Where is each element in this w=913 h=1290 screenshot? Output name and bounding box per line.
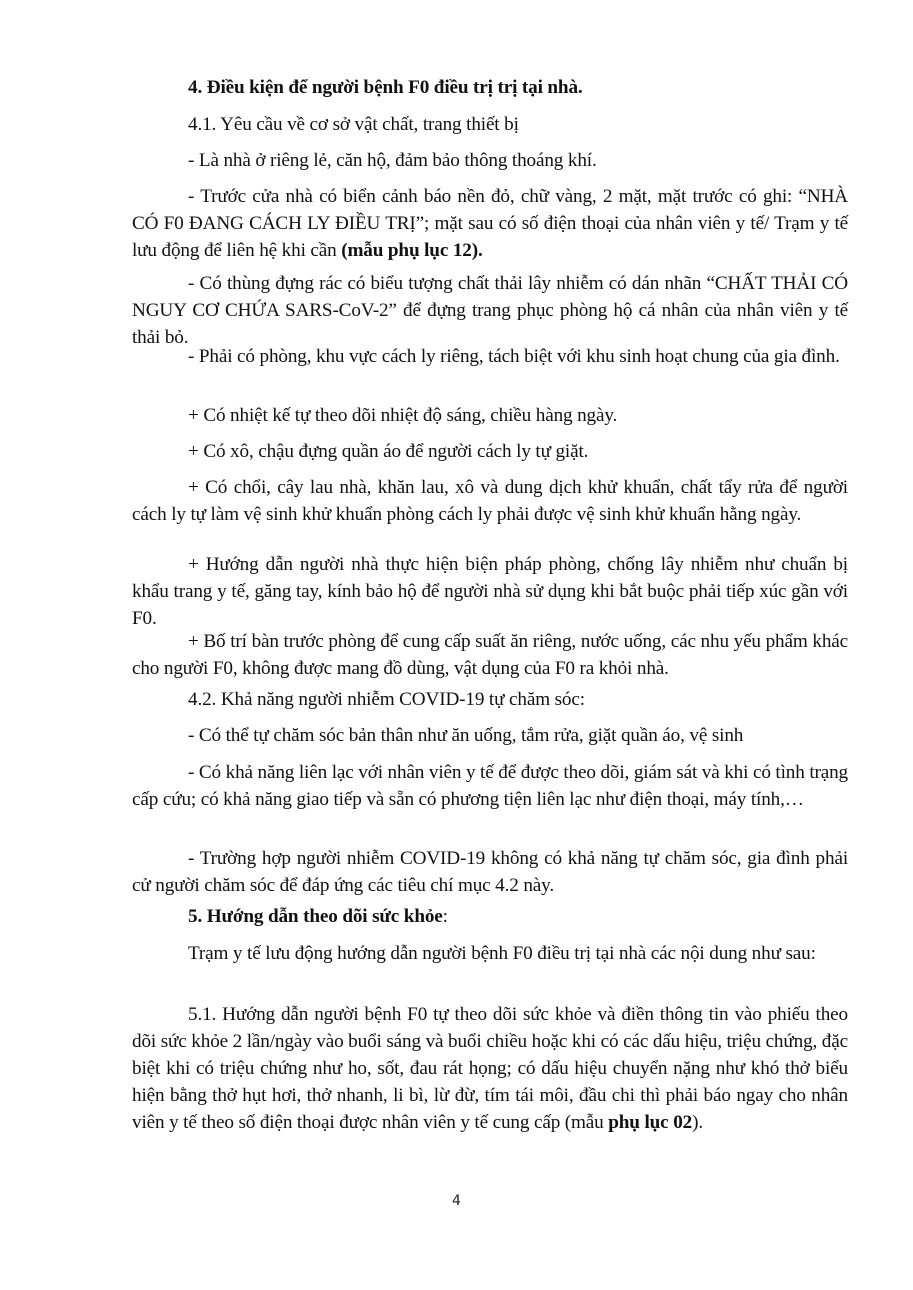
paragraph: + Hướng dẫn người nhà thực hiện biện pháp phòng, chống lây nhiễm như chuẩn bị khẩu trang y tế, găng tay, kính bảo hộ để người nhà sử dụng khi bắt buộc phải tiếp xúc gần với F0.	[132, 554, 848, 629]
paragraph: - Có thùng đựng rác có biểu tượng chất thải lây nhiễm có dán nhãn “CHẤT THẢI CÓ NGUY CƠ CHỨA SARS-CoV-2” để đựng trang phục phòng hộ cá nhân của nhân viên y tế thải bỏ.	[132, 273, 848, 348]
paragraph: - Là nhà ở riêng lẻ, căn hộ, đảm bảo thông thoáng khí.	[188, 150, 597, 171]
appendix-reference: (mẫu phụ lục 12).	[341, 240, 483, 261]
paragraph: + Có xô, chậu đựng quần áo để người cách ly tự giặt.	[188, 441, 589, 462]
paragraph: + Bố trí bàn trước phòng để cung cấp suất ăn riêng, nước uống, các nhu yếu phẩm khác cho người F0, không được mang đồ dùng, vật dụng của F0 ra khỏi nhà.	[132, 631, 848, 679]
appendix-reference: phụ lục 02	[608, 1112, 693, 1133]
paragraph	[132, 183, 848, 264]
section-5-heading: 5. Hướng dẫn theo dõi sức khỏe:	[188, 906, 448, 927]
subsection-4-2-heading: 4.2. Khả năng người nhiễm COVID-19 tự chăm sóc:	[188, 689, 585, 710]
paragraph-text: - Trước cửa nhà có biển cảnh báo nền đỏ, chữ vàng, 2 mặt, mặt trước có ghi: “NHÀ CÓ F0 ĐANG CÁCH LY ĐIỀU TRỊ”; mặt sau có số điện thoại của nhân viên y tế/ Trạm y tế lưu động để liên hệ khi cần	[132, 186, 848, 261]
paragraph: - Phải có phòng, khu vực cách ly riêng, tách biệt với khu sinh hoạt chung của gia đình.	[188, 346, 840, 367]
paragraph: 5.1. Hướng dẫn người bệnh F0 tự theo dõi sức khỏe và điền thông tin vào phiếu theo dõi sức khỏe 2 lần/ngày vào buổi sáng và buổi chiều hoặc khi có các dấu hiệu, triệu chứng, đặc biệt khi có triệu chứng như ho, sốt, đau rát họng; có dấu hiệu chuyển nặng như khó thở biểu hiện bằng thở hụt hơi, thở nhanh, li bì, lừ đừ, tím tái môi, đầu chi thì phải báo ngay cho nhân viên y tế theo số điện thoại được nhân viên y tế cung cấp (mẫu phụ lục 02).	[132, 1004, 848, 1133]
paragraph: - Có thể tự chăm sóc bản thân như ăn uống, tắm rửa, giặt quần áo, vệ sinh	[188, 725, 744, 746]
paragraph-text: 5.1. Hướng dẫn người bệnh F0 tự theo dõi sức khỏe và điền thông tin vào phiếu theo dõi sức khỏe 2 lần/ngày vào buổi sáng và buổi chiều hoặc khi có các dấu hiệu, triệu chứng, đặc biệt khi có triệu chứng như ho, sốt, đau rát họng; có dấu hiệu chuyển nặng như khó thở biểu hiện bằng thở hụt hơi, thở nhanh, li bì, lừ đừ, tím tái môi, đầu chi thì phải báo ngay cho nhân viên y tế theo số điện thoại được nhân viên y tế cung cấp (mẫu	[132, 1004, 848, 1133]
subsection-4-1-heading: 4.1. Yêu cầu về cơ sở vật chất, trang thiết bị	[188, 114, 519, 135]
paragraph: Trạm y tế lưu động hướng dẫn người bệnh F0 điều trị tại nhà các nội dung như sau:	[188, 943, 816, 964]
paragraph: - Có khả năng liên lạc với nhân viên y tế để được theo dõi, giám sát và khi có tình trạng cấp cứu; có khả năng giao tiếp và sẵn có phương tiện liên lạc như điện thoại, máy tính,…	[132, 762, 848, 810]
page-number: 4	[452, 1193, 461, 1209]
paragraph: + Có nhiệt kế tự theo dõi nhiệt độ sáng, chiều hàng ngày.	[188, 405, 618, 426]
paragraph: + Có chổi, cây lau nhà, khăn lau, xô và dung dịch khử khuẩn, chất tẩy rửa để người cách ly tự làm vệ sinh khử khuẩn phòng cách ly phải được vệ sinh khử khuẩn hằng ngày.	[132, 477, 848, 525]
section-4-heading: 4. Điều kiện để người bệnh F0 điều trị trị tại nhà.	[188, 77, 583, 98]
paragraph: - Trường hợp người nhiễm COVID-19 không có khả năng tự chăm sóc, gia đình phải cử người chăm sóc để đáp ứng các tiêu chí mục 4.2 này.	[132, 848, 848, 896]
